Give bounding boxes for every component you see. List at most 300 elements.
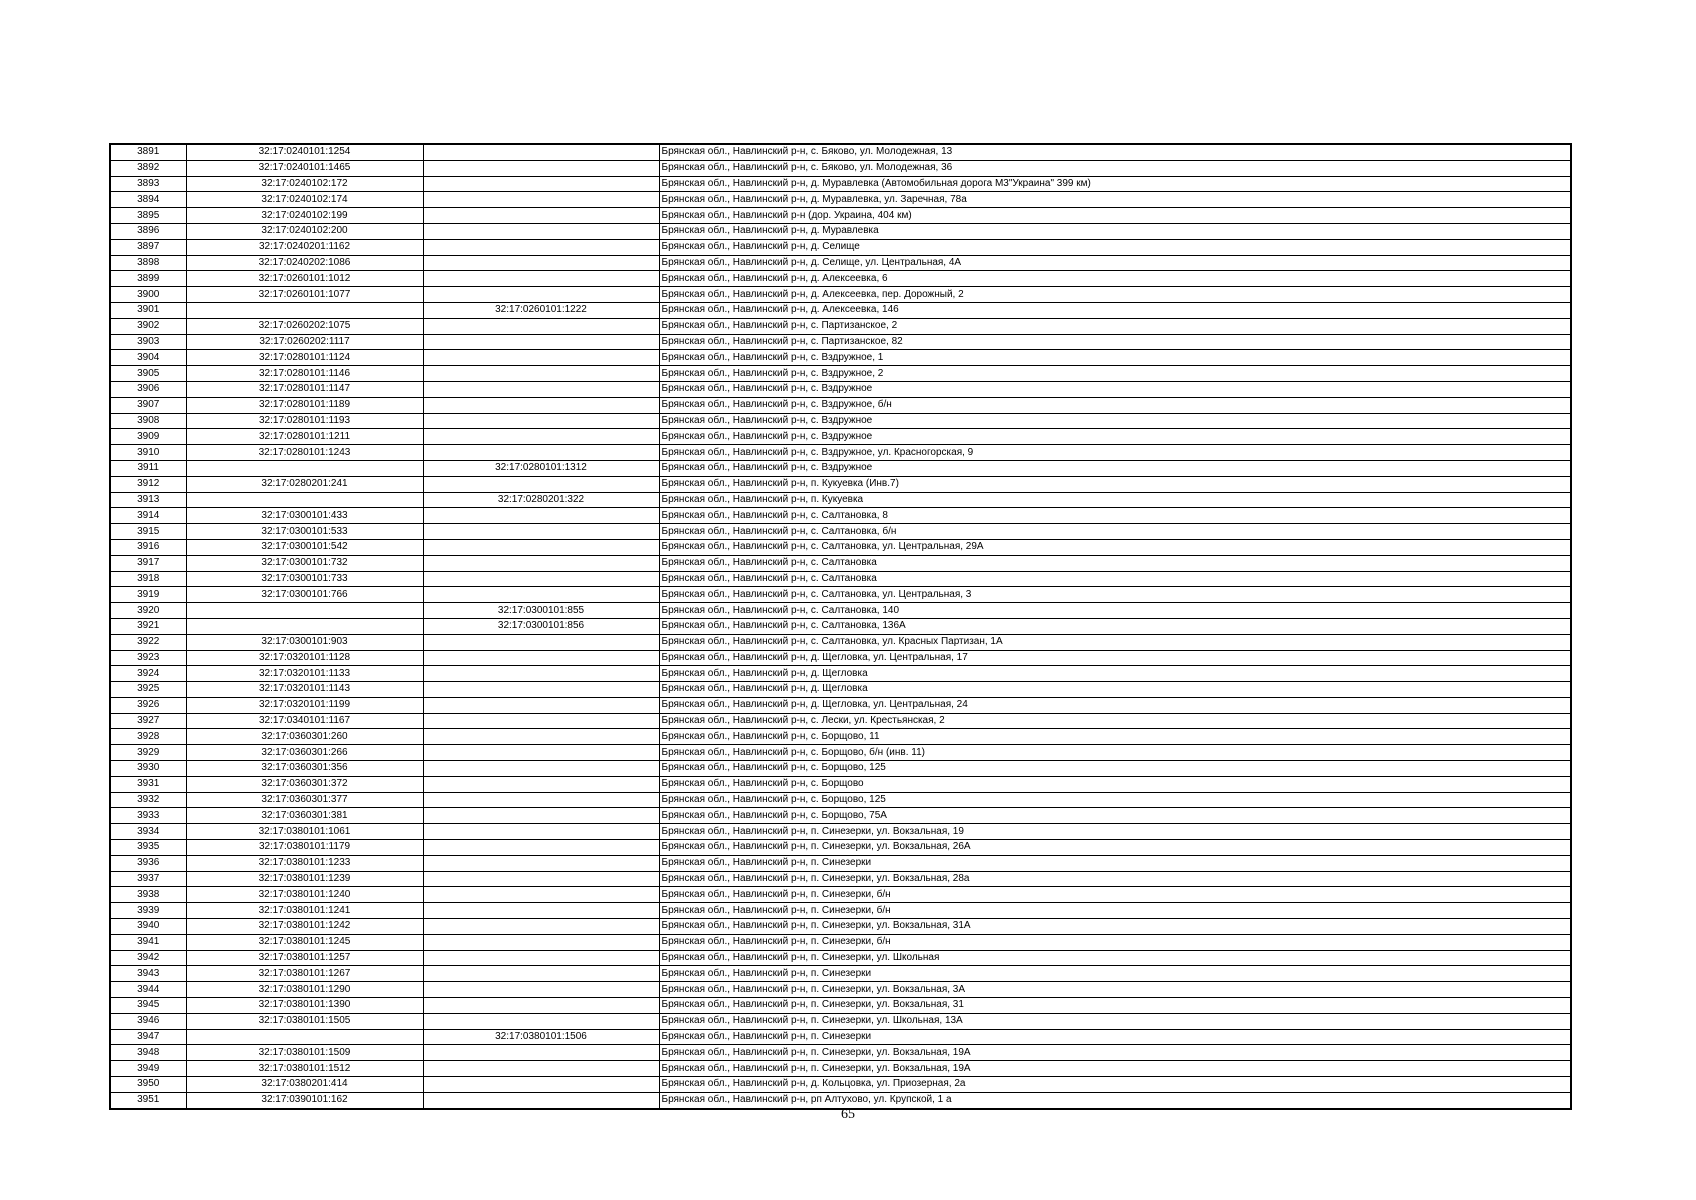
cadastral-number-cell: 32:17:0360301:381	[186, 808, 423, 824]
cadastral-number-cell: 32:17:0300101:733	[186, 571, 423, 587]
cadastral-number-alt-cell	[423, 697, 659, 713]
cadastral-number-alt-cell	[423, 650, 659, 666]
cadastral-number-cell: 32:17:0360301:372	[186, 776, 423, 792]
row-number-cell: 3944	[110, 982, 186, 998]
cadastral-number-cell: 32:17:0380101:1242	[186, 919, 423, 935]
cadastral-number-cell: 32:17:0240101:1254	[186, 144, 423, 160]
cadastral-number-alt-cell: 32:17:0380101:1506	[423, 1029, 659, 1045]
cadastral-number-cell	[186, 302, 423, 318]
row-number-cell: 3934	[110, 824, 186, 840]
address-cell: Брянская обл., Навлинский р-н, с. Борщово, б/н (инв. 11)	[659, 745, 1571, 761]
cadastral-number-cell: 32:17:0300101:533	[186, 524, 423, 540]
table-row	[110, 587, 1571, 603]
row-number-cell: 3907	[110, 397, 186, 413]
address-cell: Брянская обл., Навлинский р-н, с. Салтановка, ул. Красных Партизан, 1А	[659, 634, 1571, 650]
table-row	[110, 998, 1571, 1014]
cadastral-number-cell: 32:17:0360301:356	[186, 761, 423, 777]
row-number-cell: 3912	[110, 476, 186, 492]
row-number-cell: 3891	[110, 144, 186, 160]
table-row	[110, 1061, 1571, 1077]
cadastral-number-alt-cell	[423, 334, 659, 350]
cadastral-number-cell: 32:17:0240102:174	[186, 192, 423, 208]
cadastral-number-alt-cell	[423, 792, 659, 808]
table-row	[110, 729, 1571, 745]
cadastral-number-alt-cell	[423, 903, 659, 919]
row-number-cell: 3930	[110, 761, 186, 777]
cadastral-number-alt-cell	[423, 524, 659, 540]
table-row	[110, 492, 1571, 508]
cadastral-number-alt-cell	[423, 208, 659, 224]
table-row	[110, 808, 1571, 824]
cadastral-number-cell: 32:17:0240102:199	[186, 208, 423, 224]
address-cell: Брянская обл., Навлинский р-н, с. Салтановка, 8	[659, 508, 1571, 524]
table-row	[110, 381, 1571, 397]
address-cell: Брянская обл., Навлинский р-н, п. Синезерки	[659, 1029, 1571, 1045]
cadastral-number-cell: 32:17:0380101:1505	[186, 1013, 423, 1029]
address-cell: Брянская обл., Навлинский р-н, с. Салтановка, 136А	[659, 618, 1571, 634]
address-cell: Брянская обл., Навлинский р-н, п. Синезерки	[659, 855, 1571, 871]
address-cell: Брянская обл., Навлинский р-н, с. Вздружное, б/н	[659, 397, 1571, 413]
table-row	[110, 255, 1571, 271]
address-cell: Брянская обл., Навлинский р-н, д. Селище	[659, 239, 1571, 255]
row-number-cell: 3895	[110, 208, 186, 224]
cadastral-number-cell: 32:17:0300101:903	[186, 634, 423, 650]
cadastral-number-cell: 32:17:0280101:1124	[186, 350, 423, 366]
cadastral-number-alt-cell	[423, 555, 659, 571]
cadastral-number-cell: 32:17:0380101:1257	[186, 950, 423, 966]
row-number-cell: 3929	[110, 745, 186, 761]
cadastral-number-alt-cell	[423, 445, 659, 461]
address-cell: Брянская обл., Навлинский р-н, с. Салтановка	[659, 571, 1571, 587]
address-cell: Брянская обл., Навлинский р-н, с. Борщово	[659, 776, 1571, 792]
cadastral-number-alt-cell	[423, 998, 659, 1014]
address-cell: Брянская обл., Навлинский р-н, п. Синезерки, б/н	[659, 903, 1571, 919]
table-row	[110, 539, 1571, 555]
address-cell: Брянская обл., Навлинский р-н, с. Борщово, 125	[659, 792, 1571, 808]
cadastral-number-alt-cell	[423, 934, 659, 950]
row-number-cell: 3949	[110, 1061, 186, 1077]
row-number-cell: 3910	[110, 445, 186, 461]
row-number-cell: 3902	[110, 318, 186, 334]
address-cell: Брянская обл., Навлинский р-н, д. Муравлевка	[659, 223, 1571, 239]
property-table	[109, 143, 1572, 1110]
cadastral-number-cell: 32:17:0380101:1290	[186, 982, 423, 998]
table-row	[110, 824, 1571, 840]
row-number-cell: 3942	[110, 950, 186, 966]
cadastral-number-cell: 32:17:0390101:162	[186, 1092, 423, 1108]
cadastral-number-cell: 32:17:0360301:377	[186, 792, 423, 808]
table-row	[110, 650, 1571, 666]
cadastral-number-alt-cell	[423, 539, 659, 555]
table-row	[110, 508, 1571, 524]
table-row	[110, 603, 1571, 619]
table-row	[110, 792, 1571, 808]
cadastral-number-alt-cell	[423, 176, 659, 192]
table-row	[110, 413, 1571, 429]
cadastral-number-alt-cell: 32:17:0300101:856	[423, 618, 659, 634]
table-row	[110, 950, 1571, 966]
cadastral-number-alt-cell	[423, 160, 659, 176]
row-number-cell: 3935	[110, 840, 186, 856]
cadastral-number-alt-cell	[423, 729, 659, 745]
cadastral-number-cell: 32:17:0300101:732	[186, 555, 423, 571]
table-row	[110, 761, 1571, 777]
address-cell: Брянская обл., Навлинский р-н, с. Лески, ул. Крестьянская, 2	[659, 713, 1571, 729]
address-cell: Брянская обл., Навлинский р-н, п. Синезерки, ул. Вокзальная, 19А	[659, 1045, 1571, 1061]
address-cell: Брянская обл., Навлинский р-н, п. Синезерки, ул. Вокзальная, 19	[659, 824, 1571, 840]
property-table-body	[110, 144, 1571, 1109]
cadastral-number-cell: 32:17:0320101:1128	[186, 650, 423, 666]
row-number-cell: 3903	[110, 334, 186, 350]
cadastral-number-cell: 32:17:0380101:1267	[186, 966, 423, 982]
cadastral-number-cell: 32:17:0320101:1199	[186, 697, 423, 713]
row-number-cell: 3945	[110, 998, 186, 1014]
cadastral-number-alt-cell	[423, 1045, 659, 1061]
cadastral-number-alt-cell	[423, 824, 659, 840]
address-cell: Брянская обл., Навлинский р-н, п. Синезерки, ул. Вокзальная, 31А	[659, 919, 1571, 935]
table-row	[110, 776, 1571, 792]
address-cell: Брянская обл., Навлинский р-н, п. Синезерки, ул. Вокзальная, 19А	[659, 1061, 1571, 1077]
address-cell: Брянская обл., Навлинский р-н, с. Вздружное, ул. Красногорская, 9	[659, 445, 1571, 461]
table-row	[110, 871, 1571, 887]
table-row	[110, 697, 1571, 713]
row-number-cell: 3900	[110, 287, 186, 303]
table-row	[110, 160, 1571, 176]
table-row	[110, 239, 1571, 255]
table-row	[110, 223, 1571, 239]
cadastral-number-alt-cell	[423, 192, 659, 208]
cadastral-number-cell: 32:17:0380101:1240	[186, 887, 423, 903]
row-number-cell: 3915	[110, 524, 186, 540]
address-cell: Брянская обл., Навлинский р-н (дор. Украина, 404 км)	[659, 208, 1571, 224]
cadastral-number-cell: 32:17:0280101:1147	[186, 381, 423, 397]
row-number-cell: 3951	[110, 1092, 186, 1108]
table-row	[110, 934, 1571, 950]
row-number-cell: 3911	[110, 460, 186, 476]
cadastral-number-alt-cell	[423, 713, 659, 729]
row-number-cell: 3947	[110, 1029, 186, 1045]
cadastral-number-cell: 32:17:0320101:1133	[186, 666, 423, 682]
cadastral-number-alt-cell	[423, 397, 659, 413]
address-cell: Брянская обл., Навлинский р-н, с. Бяково, ул. Молодежная, 36	[659, 160, 1571, 176]
cadastral-number-alt-cell	[423, 1077, 659, 1093]
address-cell: Брянская обл., Навлинский р-н, п. Кукуевка (Инв.7)	[659, 476, 1571, 492]
row-number-cell: 3901	[110, 302, 186, 318]
table-row	[110, 1077, 1571, 1093]
row-number-cell: 3917	[110, 555, 186, 571]
cadastral-number-alt-cell	[423, 840, 659, 856]
row-number-cell: 3892	[110, 160, 186, 176]
table-row	[110, 855, 1571, 871]
cadastral-number-cell: 32:17:0240102:200	[186, 223, 423, 239]
cadastral-number-alt-cell	[423, 808, 659, 824]
address-cell: Брянская обл., Навлинский р-н, д. Щегловка	[659, 682, 1571, 698]
row-number-cell: 3913	[110, 492, 186, 508]
cadastral-number-alt-cell	[423, 271, 659, 287]
table-row	[110, 144, 1571, 160]
address-cell: Брянская обл., Навлинский р-н, п. Синезерки, ул. Вокзальная, 3А	[659, 982, 1571, 998]
address-cell: Брянская обл., Навлинский р-н, п. Кукуевка	[659, 492, 1571, 508]
address-cell: Брянская обл., Навлинский р-н, с. Салтановка, 140	[659, 603, 1571, 619]
cadastral-number-alt-cell	[423, 587, 659, 603]
cadastral-number-cell: 32:17:0360301:266	[186, 745, 423, 761]
cadastral-number-cell: 32:17:0300101:433	[186, 508, 423, 524]
cadastral-number-alt-cell	[423, 776, 659, 792]
table-row	[110, 460, 1571, 476]
table-row	[110, 903, 1571, 919]
cadastral-number-cell: 32:17:0300101:542	[186, 539, 423, 555]
cadastral-number-alt-cell	[423, 318, 659, 334]
table-row	[110, 840, 1571, 856]
table-row	[110, 919, 1571, 935]
cadastral-number-alt-cell: 32:17:0280201:322	[423, 492, 659, 508]
table-row	[110, 318, 1571, 334]
row-number-cell: 3905	[110, 366, 186, 382]
table-row	[110, 982, 1571, 998]
address-cell: Брянская обл., Навлинский р-н, с. Салтановка, ул. Центральная, 29А	[659, 539, 1571, 555]
address-cell: Брянская обл., Навлинский р-н, с. Вздружное, 1	[659, 350, 1571, 366]
cadastral-number-cell	[186, 618, 423, 634]
address-cell: Брянская обл., Навлинский р-н, с. Партизанское, 2	[659, 318, 1571, 334]
cadastral-number-alt-cell	[423, 144, 659, 160]
table-row	[110, 271, 1571, 287]
cadastral-number-cell: 32:17:0240101:1465	[186, 160, 423, 176]
cadastral-number-cell: 32:17:0380101:1179	[186, 840, 423, 856]
address-cell: Брянская обл., Навлинский р-н, с. Партизанское, 82	[659, 334, 1571, 350]
table-row	[110, 666, 1571, 682]
row-number-cell: 3922	[110, 634, 186, 650]
address-cell: Брянская обл., Навлинский р-н, д. Щегловка, ул. Центральная, 17	[659, 650, 1571, 666]
cadastral-number-alt-cell	[423, 682, 659, 698]
row-number-cell: 3906	[110, 381, 186, 397]
row-number-cell: 3919	[110, 587, 186, 603]
cadastral-number-alt-cell	[423, 1013, 659, 1029]
row-number-cell: 3946	[110, 1013, 186, 1029]
row-number-cell: 3928	[110, 729, 186, 745]
cadastral-number-cell	[186, 1029, 423, 1045]
table-row	[110, 966, 1571, 982]
table-row	[110, 634, 1571, 650]
address-cell: Брянская обл., Навлинский р-н, с. Борщово, 75А	[659, 808, 1571, 824]
row-number-cell: 3924	[110, 666, 186, 682]
row-number-cell: 3908	[110, 413, 186, 429]
cadastral-number-cell: 32:17:0260101:1077	[186, 287, 423, 303]
address-cell: Брянская обл., Навлинский р-н, с. Борщово, 11	[659, 729, 1571, 745]
cadastral-number-cell: 32:17:0280101:1243	[186, 445, 423, 461]
cadastral-number-alt-cell	[423, 287, 659, 303]
row-number-cell: 3936	[110, 855, 186, 871]
address-cell: Брянская обл., Навлинский р-н, п. Синезерки, ул. Вокзальная, 26А	[659, 840, 1571, 856]
cadastral-number-cell: 32:17:0320101:1143	[186, 682, 423, 698]
table-row	[110, 1029, 1571, 1045]
address-cell: Брянская обл., Навлинский р-н, с. Бяково, ул. Молодежная, 13	[659, 144, 1571, 160]
table-row	[110, 192, 1571, 208]
row-number-cell: 3926	[110, 697, 186, 713]
address-cell: Брянская обл., Навлинский р-н, рп Алтухово, ул. Крупской, 1 а	[659, 1092, 1571, 1108]
table-row	[110, 366, 1571, 382]
cadastral-number-alt-cell: 32:17:0280101:1312	[423, 460, 659, 476]
cadastral-number-alt-cell	[423, 429, 659, 445]
table-row	[110, 208, 1571, 224]
table-row	[110, 334, 1571, 350]
cadastral-number-cell: 32:17:0380101:1233	[186, 855, 423, 871]
address-cell: Брянская обл., Навлинский р-н, д. Алексеевка, пер. Дорожный, 2	[659, 287, 1571, 303]
row-number-cell: 3950	[110, 1077, 186, 1093]
cadastral-number-alt-cell	[423, 855, 659, 871]
cadastral-number-alt-cell: 32:17:0260101:1222	[423, 302, 659, 318]
row-number-cell: 3932	[110, 792, 186, 808]
cadastral-number-alt-cell	[423, 366, 659, 382]
table-row	[110, 555, 1571, 571]
cadastral-number-cell: 32:17:0240202:1086	[186, 255, 423, 271]
cadastral-number-cell: 32:17:0240201:1162	[186, 239, 423, 255]
address-cell: Брянская обл., Навлинский р-н, п. Синезерки, ул. Школьная, 13А	[659, 1013, 1571, 1029]
cadastral-number-alt-cell	[423, 966, 659, 982]
cadastral-number-alt-cell	[423, 381, 659, 397]
row-number-cell: 3904	[110, 350, 186, 366]
cadastral-number-cell: 32:17:0380101:1512	[186, 1061, 423, 1077]
cadastral-number-cell: 32:17:0280201:241	[186, 476, 423, 492]
cadastral-number-cell: 32:17:0280101:1146	[186, 366, 423, 382]
row-number-cell: 3948	[110, 1045, 186, 1061]
cadastral-number-alt-cell	[423, 634, 659, 650]
cadastral-number-alt-cell	[423, 223, 659, 239]
address-cell: Брянская обл., Навлинский р-н, п. Синезерки, ул. Школьная	[659, 950, 1571, 966]
address-cell: Брянская обл., Навлинский р-н, д. Щегловка, ул. Центральная, 24	[659, 697, 1571, 713]
cadastral-number-cell: 32:17:0280101:1211	[186, 429, 423, 445]
row-number-cell: 3893	[110, 176, 186, 192]
table-row	[110, 524, 1571, 540]
cadastral-number-cell: 32:17:0380101:1509	[186, 1045, 423, 1061]
table-row	[110, 302, 1571, 318]
table-row	[110, 397, 1571, 413]
cadastral-number-alt-cell	[423, 761, 659, 777]
address-cell: Брянская обл., Навлинский р-н, с. Вздружное	[659, 381, 1571, 397]
address-cell: Брянская обл., Навлинский р-н, д. Кольцовка, ул. Приозерная, 2а	[659, 1077, 1571, 1093]
cadastral-number-cell: 32:17:0380101:1239	[186, 871, 423, 887]
row-number-cell: 3921	[110, 618, 186, 634]
row-number-cell: 3933	[110, 808, 186, 824]
cadastral-number-alt-cell	[423, 571, 659, 587]
table-row	[110, 1013, 1571, 1029]
cadastral-number-cell: 32:17:0380101:1245	[186, 934, 423, 950]
cadastral-number-cell: 32:17:0260202:1117	[186, 334, 423, 350]
row-number-cell: 3897	[110, 239, 186, 255]
table-row	[110, 713, 1571, 729]
cadastral-number-cell: 32:17:0280101:1193	[186, 413, 423, 429]
row-number-cell: 3916	[110, 539, 186, 555]
cadastral-number-cell: 32:17:0380101:1390	[186, 998, 423, 1014]
cadastral-number-cell: 32:17:0300101:766	[186, 587, 423, 603]
row-number-cell: 3940	[110, 919, 186, 935]
cadastral-number-cell: 32:17:0260101:1012	[186, 271, 423, 287]
cadastral-number-alt-cell	[423, 745, 659, 761]
cadastral-number-cell: 32:17:0360301:260	[186, 729, 423, 745]
address-cell: Брянская обл., Навлинский р-н, с. Вздружное	[659, 460, 1571, 476]
address-cell: Брянская обл., Навлинский р-н, д. Муравлевка, ул. Заречная, 78а	[659, 192, 1571, 208]
table-row	[110, 429, 1571, 445]
address-cell: Брянская обл., Навлинский р-н, д. Селище, ул. Центральная, 4А	[659, 255, 1571, 271]
row-number-cell: 3943	[110, 966, 186, 982]
address-cell: Брянская обл., Навлинский р-н, п. Синезерки, б/н	[659, 887, 1571, 903]
table-row	[110, 445, 1571, 461]
row-number-cell: 3925	[110, 682, 186, 698]
cadastral-number-alt-cell	[423, 476, 659, 492]
row-number-cell: 3931	[110, 776, 186, 792]
table-row	[110, 887, 1571, 903]
address-cell: Брянская обл., Навлинский р-н, п. Синезерки, ул. Вокзальная, 31	[659, 998, 1571, 1014]
cadastral-number-alt-cell	[423, 871, 659, 887]
cadastral-number-alt-cell: 32:17:0300101:855	[423, 603, 659, 619]
address-cell: Брянская обл., Навлинский р-н, с. Салтановка, ул. Центральная, 3	[659, 587, 1571, 603]
row-number-cell: 3927	[110, 713, 186, 729]
cadastral-number-cell	[186, 460, 423, 476]
row-number-cell: 3938	[110, 887, 186, 903]
row-number-cell: 3894	[110, 192, 186, 208]
page-number: 65	[841, 1107, 855, 1122]
address-cell: Брянская обл., Навлинский р-н, с. Салтановка, б/н	[659, 524, 1571, 540]
cadastral-number-cell: 32:17:0340101:1167	[186, 713, 423, 729]
address-cell: Брянская обл., Навлинский р-н, с. Салтановка	[659, 555, 1571, 571]
table-row	[110, 571, 1571, 587]
address-cell: Брянская обл., Навлинский р-н, с. Вздружное	[659, 413, 1571, 429]
cadastral-number-alt-cell	[423, 919, 659, 935]
table-row	[110, 350, 1571, 366]
cadastral-number-cell: 32:17:0240102:172	[186, 176, 423, 192]
row-number-cell: 3937	[110, 871, 186, 887]
cadastral-number-cell	[186, 603, 423, 619]
address-cell: Брянская обл., Навлинский р-н, д. Щегловка	[659, 666, 1571, 682]
table-row	[110, 1045, 1571, 1061]
row-number-cell: 3914	[110, 508, 186, 524]
row-number-cell: 3909	[110, 429, 186, 445]
cadastral-number-cell: 32:17:0380101:1241	[186, 903, 423, 919]
row-number-cell: 3899	[110, 271, 186, 287]
table-row	[110, 476, 1571, 492]
cadastral-number-alt-cell	[423, 887, 659, 903]
row-number-cell: 3941	[110, 934, 186, 950]
cadastral-number-cell: 32:17:0260202:1075	[186, 318, 423, 334]
row-number-cell: 3923	[110, 650, 186, 666]
cadastral-number-alt-cell	[423, 950, 659, 966]
row-number-cell: 3918	[110, 571, 186, 587]
cadastral-number-alt-cell	[423, 255, 659, 271]
table-row	[110, 745, 1571, 761]
cadastral-number-alt-cell	[423, 982, 659, 998]
table-row	[110, 618, 1571, 634]
table-row	[110, 682, 1571, 698]
address-cell: Брянская обл., Навлинский р-н, с. Вздружное, 2	[659, 366, 1571, 382]
cadastral-number-cell	[186, 492, 423, 508]
address-cell: Брянская обл., Навлинский р-н, п. Синезерки, б/н	[659, 934, 1571, 950]
cadastral-number-alt-cell	[423, 239, 659, 255]
cadastral-number-cell: 32:17:0380101:1061	[186, 824, 423, 840]
row-number-cell: 3898	[110, 255, 186, 271]
address-cell: Брянская обл., Навлинский р-н, п. Синезерки, ул. Вокзальная, 28а	[659, 871, 1571, 887]
address-cell: Брянская обл., Навлинский р-н, д. Муравлевка (Автомобильная дорога М3"Украина" 399 км)	[659, 176, 1571, 192]
row-number-cell: 3896	[110, 223, 186, 239]
address-cell: Брянская обл., Навлинский р-н, с. Вздружное	[659, 429, 1571, 445]
table-row	[110, 176, 1571, 192]
address-cell: Брянская обл., Навлинский р-н, д. Алексеевка, 146	[659, 302, 1571, 318]
cadastral-number-alt-cell	[423, 1061, 659, 1077]
cadastral-number-alt-cell	[423, 666, 659, 682]
row-number-cell: 3920	[110, 603, 186, 619]
cadastral-number-alt-cell	[423, 508, 659, 524]
row-number-cell: 3939	[110, 903, 186, 919]
cadastral-number-cell: 32:17:0280101:1189	[186, 397, 423, 413]
cadastral-number-alt-cell	[423, 413, 659, 429]
